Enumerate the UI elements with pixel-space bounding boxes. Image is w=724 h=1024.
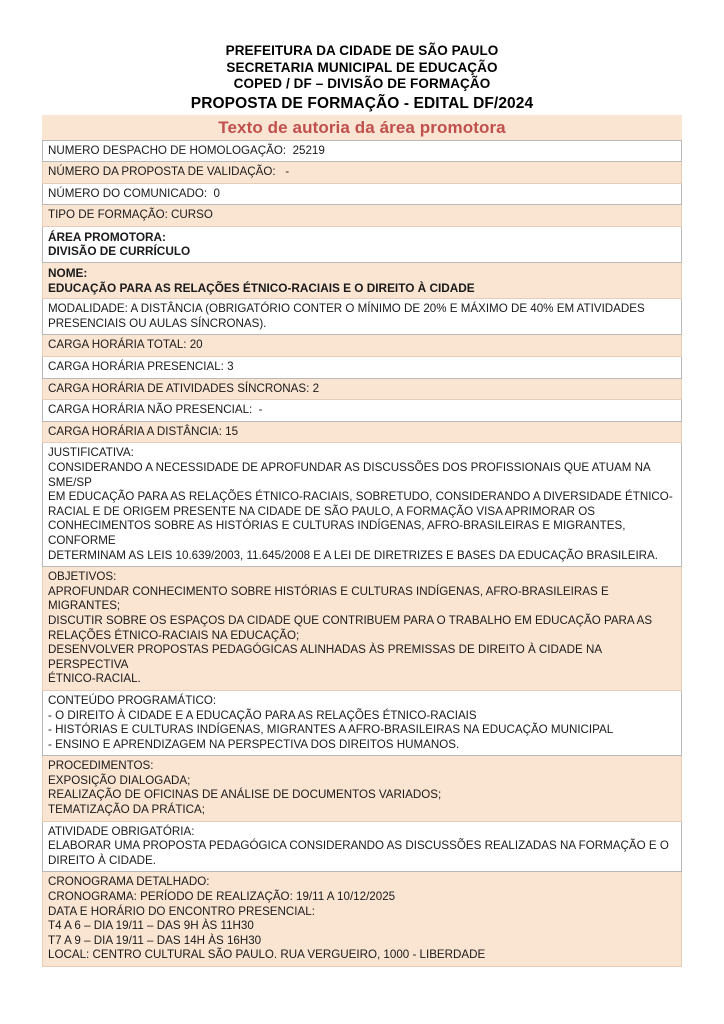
row-line: EM EDUCAÇÃO PARA AS RELAÇÕES ÉTNICO-RACIAIS, SOBRETUDO, CONSIDERANDO A DIVERSIDADE ÉTNICO- (48, 490, 673, 504)
row-line: JUSTIFICATIVA: (48, 446, 134, 460)
table-row-numero-comunicado (42, 184, 682, 206)
row-line: CONTEÚDO PROGRAMÁTICO: (48, 693, 217, 707)
row-line: DATA E HORÁRIO DO ENCONTRO PRESENCIAL: (48, 904, 315, 918)
row-line: NÚMERO DO COMUNICADO: 0 (48, 186, 220, 200)
row-line: ÁREA PROMOTORA: (48, 229, 166, 244)
row-line: RACIAL E DE ORIGEM PRESENTE NA CIDADE DE SÃO PAULO, A FORMAÇÃO VISA APRIMORAR OS (48, 504, 595, 518)
row-line: ATIVIDADE OBRIGATÓRIA: (48, 824, 195, 838)
row-line: APROFUNDAR CONHECIMENTO SOBRE HISTÓRIAS E CULTURAS INDÍGENAS, AFRO-BRASILEIRAS E MIGRANTES; (48, 584, 612, 613)
table-row-atividade-obrigatoria (42, 822, 682, 873)
row-line: DIVISÃO DE CURRÍCULO (48, 244, 191, 259)
table-row-numero-despacho-homologacao (42, 140, 682, 163)
row-line: - ENSINO E APRENDIZAGEM NA PERSPECTIVA DOS DIREITOS HUMANOS. (48, 737, 460, 751)
row-line: DIREITO À CIDADE. (48, 853, 157, 867)
row-line: - HISTÓRIAS E CULTURAS INDÍGENAS, MIGRANTES A AFRO-BRASILEIRAS NA EDUCAÇÃO MUNICIPAL (48, 723, 614, 737)
table-row-cronograma-detalhado (42, 872, 682, 967)
table-row-carga-horaria-presencial (42, 357, 682, 379)
row-line: LOCAL: CENTRO CULTURAL SÃO PAULO. RUA VERGUEIRO, 1000 - LIBERDADE (48, 948, 486, 962)
table-row-nome (42, 263, 682, 299)
header-line-coped: COPED / DF – DIVISÃO DE FORMAÇÃO (233, 76, 491, 91)
row-line: DETERMINAM AS LEIS 10.639/2003, 11.645/2008 E A LEI DE DIRETRIZES E BASES DA EDUCAÇÃO BRASILEIRA. (48, 548, 659, 562)
table-row-tipo-de-formacao (42, 205, 682, 227)
header-line-proposta: PROPOSTA DE FORMAÇÃO - EDITAL DF/2024 (190, 94, 534, 112)
proposal-table (42, 115, 682, 968)
table-row-carga-horaria-nao-presencial (42, 400, 682, 422)
table-row-carga-horaria-atividades-sincronas (42, 379, 682, 401)
row-line: DESENVOLVER PROPOSTAS PEDAGÓGICAS ALINHADAS ÀS PREMISSAS DE DIREITO À CIDADE NA PERSPECTIVA (48, 643, 605, 671)
table-rows (42, 140, 682, 968)
table-row-objetivos (42, 567, 682, 691)
row-line: MODALIDADE: A DISTÂNCIA (OBRIGATÓRIO CONTER O MÍNIMO DE 20% E MÁXIMO DE 40% EM ATIVIDADES (48, 302, 645, 316)
row-line: CARGA HORÁRIA PRESENCIAL: 3 (48, 360, 234, 374)
row-line: CARGA HORÁRIA DE ATIVIDADES SÍNCRONAS: 2 (48, 381, 320, 395)
document-header (0, 0, 724, 113)
table-row-carga-horaria-total (42, 335, 682, 357)
header-line-prefeitura: PREFEITURA DA CIDADE DE SÃO PAULO (225, 43, 499, 58)
row-line: EXPOSIÇÃO DIALOGADA; (48, 773, 191, 787)
row-line: RELAÇÕES ÉTNICO-RACIAIS NA EDUCAÇÃO; (48, 628, 300, 642)
table-row-justificativa (42, 443, 682, 567)
table-row-conteudo-programatico (42, 691, 682, 756)
row-line: CARGA HORÁRIA NÃO PRESENCIAL: - (48, 403, 263, 417)
table-row-modalidade (42, 299, 682, 335)
row-line: - O DIREITO À CIDADE E A EDUCAÇÃO PARA AS RELAÇÕES ÉTNICO-RACIAIS (48, 708, 477, 722)
row-line: CARGA HORÁRIA A DISTÂNCIA: 15 (48, 424, 239, 438)
row-line: T7 A 9 – DIA 19/11 – DAS 14H ÀS 16H30 (48, 933, 262, 947)
row-line: CONHECIMENTOS SOBRE AS HISTÓRIAS E CULTURAS INDÍGENAS, AFRO-BRASILEIRAS E MIGRANTES, CONFORME (48, 519, 629, 547)
row-line: NÚMERO DA PROPOSTA DE VALIDAÇÃO: - (48, 165, 290, 179)
table-row-procedimentos (42, 756, 682, 821)
row-line: CRONOGRAMA DETALHADO: (48, 875, 210, 889)
band-title-texto-autoria: Texto de autoria da área promotora (42, 115, 682, 140)
row-line: PRESENCIAIS OU AULAS SÍNCRONAS). (48, 316, 267, 330)
row-line: CARGA HORÁRIA TOTAL: 20 (48, 338, 203, 352)
row-line: OBJETIVOS: (48, 570, 117, 584)
header-line-secretaria: SECRETARIA MUNICIPAL DE EDUCAÇÃO (226, 59, 498, 75)
row-line: TIPO DE FORMAÇÃO: CURSO (48, 208, 213, 222)
table-row-carga-horaria-a-distancia (42, 422, 682, 444)
row-line: PROCEDIMENTOS: (48, 759, 154, 773)
row-line: CRONOGRAMA: PERÍODO DE REALIZAÇÃO: 19/11 A 10/12/2025 (48, 890, 396, 904)
row-line: TEMATIZAÇÃO DA PRÁTICA; (48, 803, 205, 817)
row-line: NOME: (48, 266, 88, 281)
row-line: EDUCAÇÃO PARA AS RELAÇÕES ÉTNICO-RACIAIS E O DIREITO À CIDADE (48, 280, 475, 295)
table-row-numero-proposta-validacao (42, 162, 682, 184)
row-line: T4 A 6 – DIA 19/11 – DAS 9H ÀS 11H30 (48, 919, 254, 933)
row-line: CONSIDERANDO A NECESSIDADE DE APROFUNDAR AS DISCUSSÕES DOS PROFISSIONAIS QUE ATUAM NA SME/SP (48, 461, 654, 489)
row-line: NUMERO DESPACHO DE HOMOLOGAÇÃO: 25219 (48, 143, 325, 157)
table-row-area-promotora (42, 227, 682, 263)
row-line: ÉTNICO-RACIAL. (48, 672, 141, 686)
row-line: DISCUTIR SOBRE OS ESPAÇOS DA CIDADE QUE CONTRIBUEM PARA O TRABALHO EM EDUCAÇÃO PARA AS (48, 613, 653, 627)
row-line: ELABORAR UMA PROPOSTA PEDAGÓGICA CONSIDERANDO AS DISCUSSÕES REALIZADAS NA FORMAÇÃO E O (48, 839, 669, 853)
row-line: REALIZAÇÃO DE OFICINAS DE ANÁLISE DE DOCUMENTOS VARIADOS; (48, 788, 442, 802)
